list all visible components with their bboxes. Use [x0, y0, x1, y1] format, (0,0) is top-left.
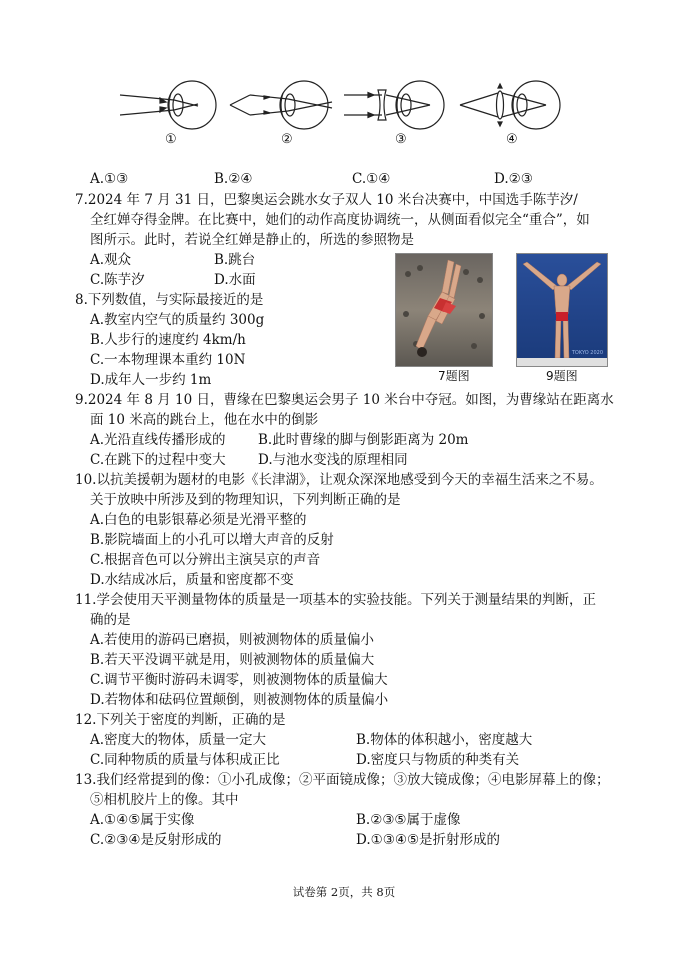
q10-option-c: C.根据音色可以分辨出主演吴京的声音	[90, 552, 321, 568]
diagram-label-3: ③	[395, 132, 407, 147]
q10-option-b: B.影院墙面上的小孔可以增大声音的反射	[90, 532, 334, 548]
q11-option-b: B.若天平没调平就是用，则被测物体的质量偏大	[90, 652, 375, 668]
q9-option-c: C.在跳下的过程中变大	[90, 452, 226, 468]
q7-option-a: A.观众	[90, 252, 132, 268]
q11-option-c: C.调节平衡时游码未调零，则被测物体的质量偏大	[90, 672, 388, 688]
q13-option-d: D.①③④⑤是折射形成的	[356, 832, 501, 848]
q13-option-b: B.②③⑤属于虚像	[356, 812, 461, 828]
q12-option-a: A.密度大的物体，质量一定大	[90, 732, 267, 748]
q6-option-d: D.②③	[494, 171, 533, 187]
q8-stem: 8.下列数值，与实际最接近的是	[75, 292, 264, 308]
q7-option-b: B.跳台	[214, 252, 256, 268]
q12-option-b: B.物体的体积越小，密度越大	[356, 732, 533, 748]
eye-diagram-4	[458, 78, 564, 132]
q7-photo-caption: 7题图	[438, 369, 470, 383]
q9-line-2: 面 10 米高的跳台上，他在水中的倒影	[90, 412, 319, 428]
q11-line-2: 确的是	[90, 612, 131, 628]
diagram-label-1: ①	[165, 132, 177, 147]
q7-line-3: 图所示。此时，若说全红婵是静止的，所选的参照物是	[90, 232, 414, 248]
q11-line-1: 11.学会使用天平测量物体的质量是一项基本的实验技能。下列关于测量结果的判断，正	[75, 592, 596, 608]
q13-option-a: A.①④⑤属于实像	[90, 812, 195, 828]
eye-diagram-1	[118, 78, 222, 132]
q10-option-a: A.白色的电影银幕必须是光滑平整的	[90, 512, 307, 528]
q7-option-c: C.陈芋汐	[90, 272, 145, 288]
q13-option-c: C.②③④是反射形成的	[90, 832, 222, 848]
q8-option-c: C.一本物理课本重约 10N	[90, 352, 246, 368]
q7-diving-photo	[395, 253, 493, 367]
q13-line-1: 13.我们经常提到的像：①小孔成像；②平面镜成像；③放大镜成像；④电影屏幕上的像；	[75, 772, 610, 788]
q8-option-b: B.人步行的速度约 4km/h	[90, 332, 246, 348]
q9-option-b: B.此时曹缘的脚与倒影距离为 20m	[258, 432, 469, 448]
q9-line-1: 9.2024 年 8 月 10 日，曹缘在巴黎奥运会男子 10 米台中夺冠。如图，为曹缘站在距离水	[75, 392, 614, 408]
q9-diver-photo	[516, 253, 608, 367]
q12-option-c: C.同种物质的质量与体积成正比	[90, 752, 280, 768]
q6-option-b: B.②④	[214, 171, 253, 187]
q7-line-2: 全红婵夺得金牌。在比赛中，她们的动作高度协调统一，从侧面看似完全“重合”，如	[90, 212, 590, 228]
diagram-label-4: ④	[506, 132, 518, 147]
q11-option-a: A.若使用的游码已磨损，则被测物体的质量偏小	[90, 632, 375, 648]
q8-option-d: D.成年人一步约 1m	[90, 372, 212, 388]
q7-option-d: D.水面	[214, 272, 256, 288]
q10-line-1: 10.以抗美援朝为题材的电影《长津湖》，让观众深深地感受到今天的幸福生活来之不易。	[75, 472, 603, 488]
q11-option-d: D.若物体和砝码位置颠倒，则被测物体的质量偏小	[90, 692, 389, 708]
q9-photo-caption: 9题图	[546, 369, 578, 383]
q10-option-d: D.水结成冰后，质量和密度都不变	[90, 572, 294, 588]
q9-option-d: D.与池水变浅的原理相同	[258, 452, 408, 468]
q12-stem: 12.下列关于密度的判断，正确的是	[75, 712, 286, 728]
q7-line-1: 7.2024 年 7 月 31 日，巴黎奥运会跳水女子双人 10 米台决赛中，中国选手陈芋汐/	[75, 192, 578, 208]
page-footer: 试卷第 2页，共 8页	[292, 885, 396, 899]
eye-diagram-3	[342, 78, 448, 132]
q6-option-c: C.①④	[352, 171, 391, 187]
diagram-label-2: ②	[281, 132, 293, 147]
q13-line-2: ⑤相机胶片上的像。其中	[90, 792, 239, 808]
q6-option-a: A.①③	[90, 171, 129, 187]
q12-option-d: D.密度只与物质的种类有关	[356, 752, 520, 768]
q8-option-a: A.教室内空气的质量约 300g	[90, 312, 265, 328]
eye-diagram-2	[228, 78, 336, 132]
q10-line-2: 关于放映中所涉及到的物理知识，下列判断正确的是	[90, 492, 401, 508]
q9-option-a: A.光沿直线传播形成的	[90, 432, 226, 448]
photo-watermark: TOKYO 2020	[571, 350, 603, 356]
